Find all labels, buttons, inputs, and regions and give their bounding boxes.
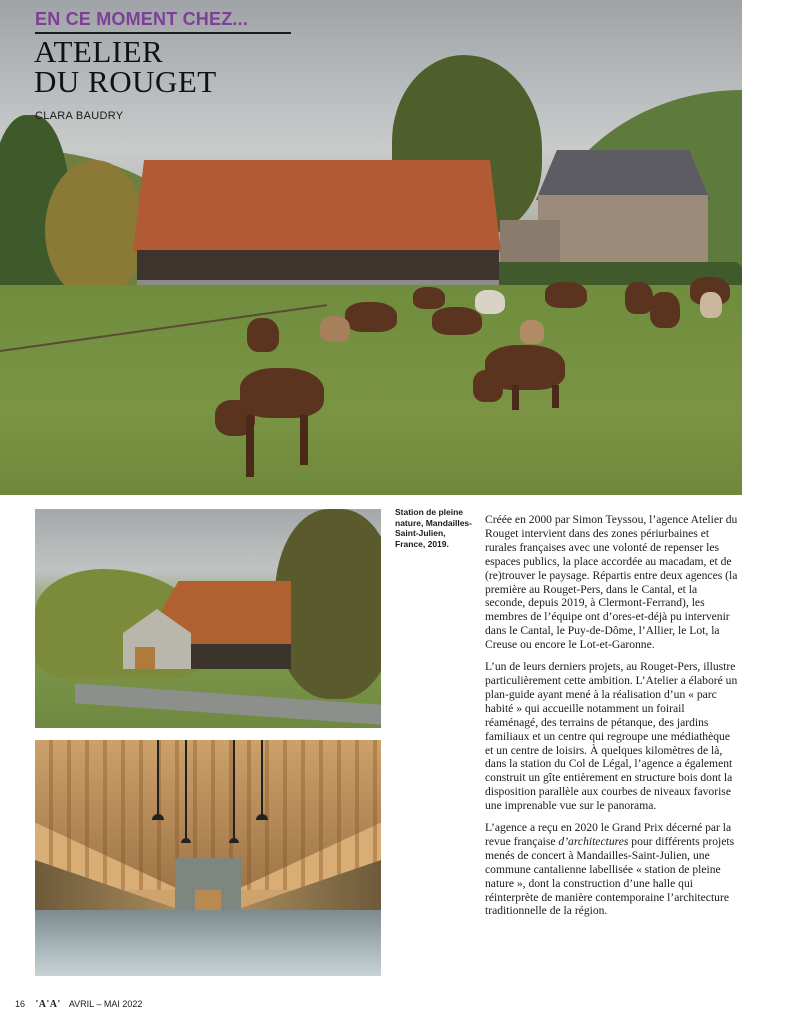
cow: [545, 282, 587, 308]
pendant-lamp-cord: [233, 740, 235, 840]
article-body: [485, 513, 740, 926]
pendant-lamp-cord: [185, 740, 187, 840]
pendant-lamp-cord: [261, 740, 263, 816]
paragraph: [485, 821, 740, 918]
cow: [320, 316, 350, 342]
cow-leg: [300, 415, 308, 465]
tree: [45, 160, 145, 300]
pendant-lamp: [181, 838, 191, 843]
hall-door: [135, 647, 155, 669]
cow: [520, 320, 544, 344]
page-number: 16: [15, 999, 26, 1009]
author-byline: CLARA BAUDRY: [35, 110, 124, 122]
issue-date: AVRIL – MAI 2022: [68, 999, 143, 1009]
photo-caption: Station de pleine nature, Mandailles-Saint-Julien, France, 2019.: [395, 507, 472, 549]
cow: [413, 287, 445, 309]
cow: [625, 282, 653, 314]
barn-open-hall: [137, 250, 499, 283]
cow: [700, 292, 722, 318]
cow: [247, 318, 279, 352]
cow-leg: [552, 385, 559, 408]
section-kicker: EN CE MOMENT CHEZ...: [35, 9, 249, 29]
paragraph: Créée en 2000 par Simon Teyssou, l’agence Atelier du Rouget intervient dans des zones périurbaines et rurales françaises avec une volonté de repenser les espaces publics, la place accordée au macadam, et de (re)trouver le paysage. Répartis entre deux agences (la première au Rouget-Pers, dans le Cantal, et la seconde, depuis 2019, à Clermont-Ferrand), les membres de l’équipe ont d’ores-et-déjà pu intervenir dans le Cantal, le Puy-de-Dôme, l’Allier, le Lot, la Creuse ou encore le Lot-et-Garonne.: [485, 513, 738, 652]
stone-annex: [500, 220, 560, 268]
text-run: pour différents projets menés de concert à Mandailles-Saint-Julien, une commune cantalienne labellisée « station de pleine nature », dont la construction d’une halle qui réinterprète de manière contemporaine l’architecture traditionnelle de la région.: [485, 834, 735, 918]
cow: [650, 292, 680, 328]
magazine-logo: 'A'A': [35, 999, 61, 1010]
hall-interior-photo: [35, 740, 381, 976]
text-run: L’agence a reçu en 2020 le Grand Prix décerné par la revue française: [485, 821, 732, 848]
pendant-lamp-cord: [157, 740, 159, 816]
title-line-1: ATELIER: [34, 34, 164, 69]
polished-floor: [35, 910, 381, 976]
cow: [345, 302, 397, 332]
page-footer: [15, 999, 142, 1010]
pendant-lamp: [256, 814, 268, 820]
article-title: [34, 34, 217, 99]
cow: [475, 290, 505, 314]
pendant-lamp: [229, 838, 239, 843]
cow-leg: [246, 415, 254, 477]
cow-leg: [512, 385, 519, 410]
barn-roof: [133, 160, 501, 252]
paragraph: L’un de leurs derniers projets, au Rouget-Pers, illustre particulièrement cette ambition. L’Atelier a élaboré un plan-guide ayant mené à la réalisation d’un « parc habité » qui accueille notamment un foirail réaménagé, des terrains de pétanque, des jardins familiaux et un centre qui regroupe une médiathèque et un centre de loisirs. À quelques kilomètres de là, dans la station du Col de Légal, l’agence a également construit un gîte entièrement en structure bois dont la disposition parallèle aux courbes de niveaux favorise une imprenable vue sur le panorama.: [485, 660, 738, 813]
stone-house: [538, 195, 708, 265]
magazine-title: d’architectures: [558, 834, 629, 848]
hall-exterior-photo: [35, 509, 381, 728]
cow-head: [473, 370, 503, 402]
hall-open-side: [191, 644, 291, 669]
cow: [432, 307, 482, 335]
title-line-2: DU ROUGET: [34, 64, 217, 99]
house-roof: [536, 150, 710, 200]
pendant-lamp: [152, 814, 164, 820]
